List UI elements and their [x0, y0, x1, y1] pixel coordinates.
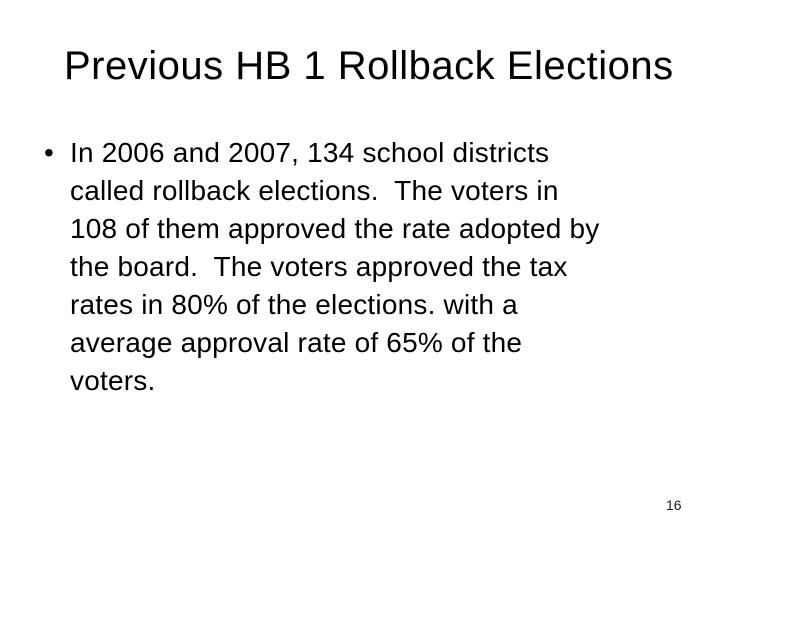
bullet-line: the board. The voters approved the tax: [70, 251, 568, 282]
bullet-item: [44, 134, 600, 400]
bullet-line: called rollback elections. The voters in: [70, 175, 559, 206]
bullet-line: 108 of them approved the rate adopted by: [70, 213, 600, 244]
bullet-icon: •: [44, 137, 54, 168]
bullet-line: voters.: [70, 365, 156, 396]
bullet-line: rates in 80% of the elections. with a: [70, 289, 518, 320]
slide-title: Previous HB 1 Rollback Elections: [64, 44, 674, 88]
page-number: 16: [666, 497, 682, 513]
bullet-line: In 2006 and 2007, 134 school districts: [70, 137, 550, 168]
bullet-text: [70, 134, 600, 400]
bullet-line: average approval rate of 65% of the: [70, 327, 523, 358]
